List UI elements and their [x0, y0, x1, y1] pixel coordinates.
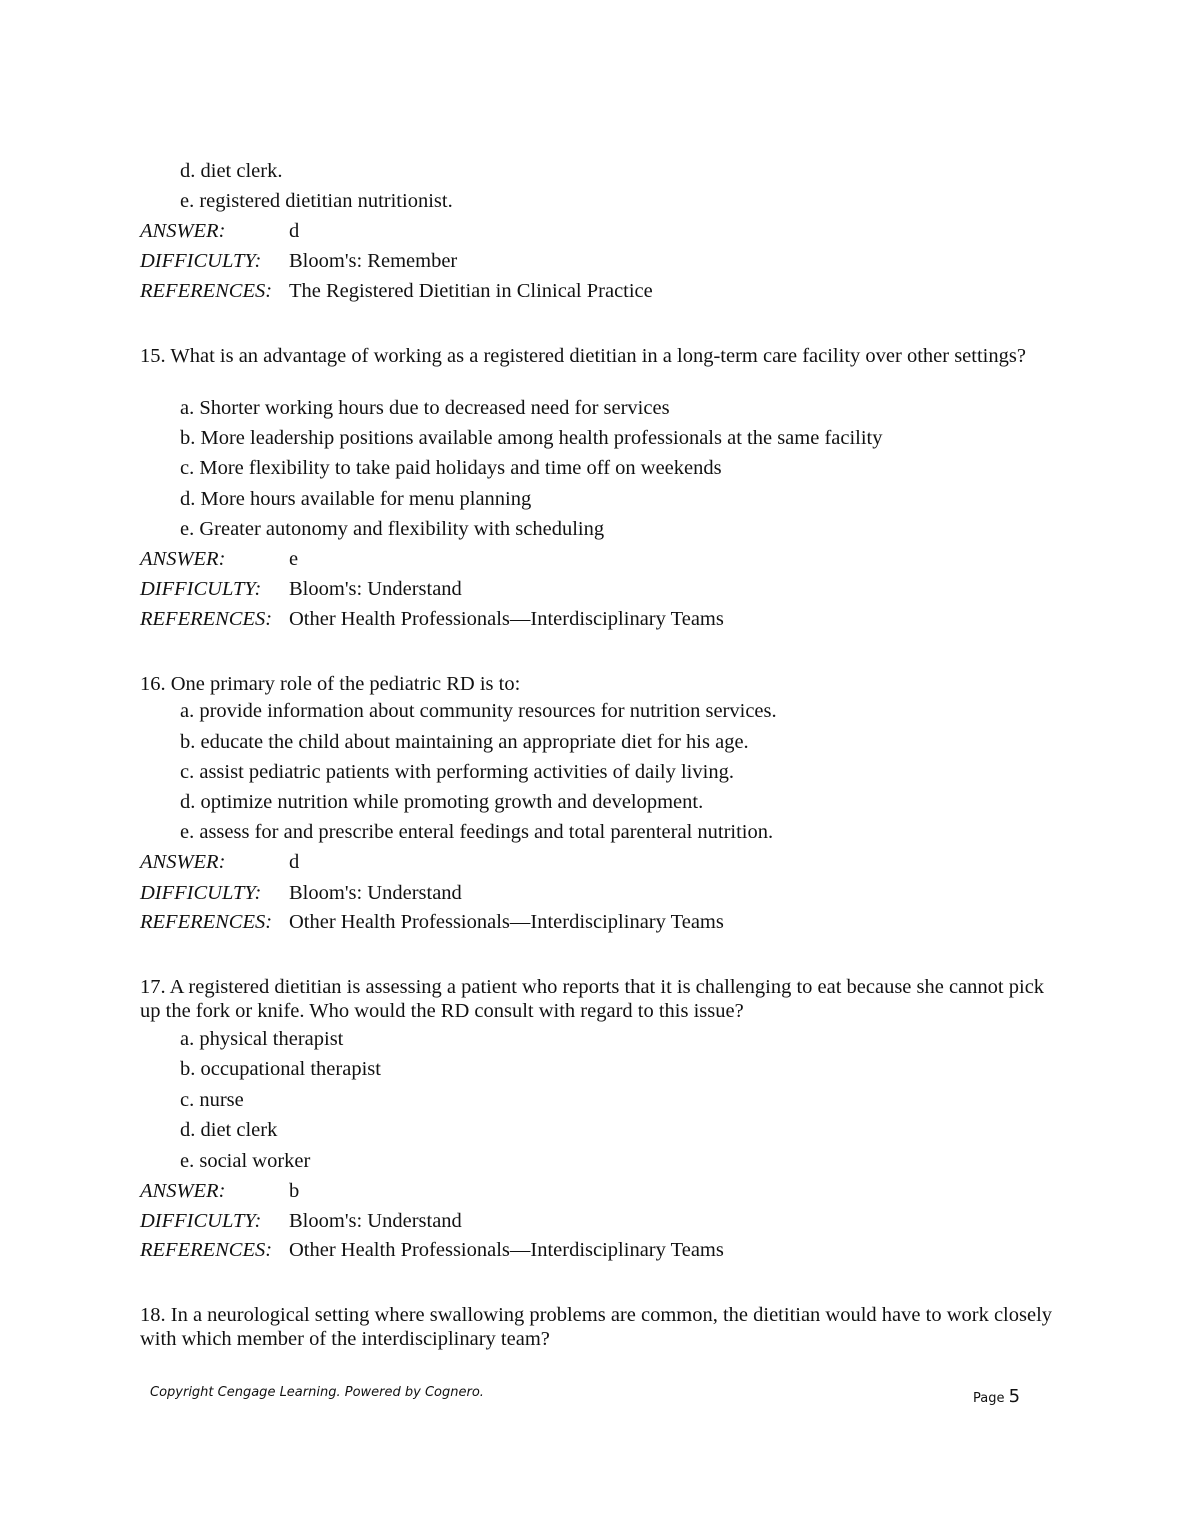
option-d: d. diet clerk.	[180, 160, 283, 182]
q17-option-e: e. social worker	[180, 1150, 311, 1172]
q16-option-d: d. optimize nutrition while promoting growth and development.	[180, 791, 704, 813]
q17-option-a: a. physical therapist	[180, 1028, 344, 1050]
q15-option-b: b. More leadership positions available among health professionals at the same facility	[180, 427, 883, 449]
answer-value: d	[289, 220, 300, 242]
q17-answer-label: ANSWER:	[140, 1180, 226, 1202]
q16-option-c: c. assist pediatric patients with performing activities of daily living.	[180, 761, 734, 783]
q16-option-b: b. educate the child about maintaining an appropriate diet for his age.	[180, 731, 749, 753]
question-18-text: 18. In a neurological setting where swallowing problems are common, the dietitian would have to work closely with which member of the interdisciplinary team?	[140, 1304, 1053, 1350]
q15-difficulty-label: DIFFICULTY:	[140, 578, 262, 600]
difficulty-label: DIFFICULTY:	[140, 250, 262, 272]
references-value: The Registered Dietitian in Clinical Practice	[289, 280, 653, 302]
q15-option-a: a. Shorter working hours due to decreased need for services	[180, 397, 670, 419]
q17-references-value: Other Health Professionals—Interdisciplinary Teams	[289, 1239, 724, 1261]
q16-answer-label: ANSWER:	[140, 851, 226, 873]
q17-option-c: c. nurse	[180, 1089, 244, 1111]
q17-option-b: b. occupational therapist	[180, 1058, 381, 1080]
option-e: e. registered dietitian nutritionist.	[180, 190, 453, 212]
question-16-text: 16. One primary role of the pediatric RD is to:	[140, 673, 521, 695]
q16-answer-value: d	[289, 851, 300, 873]
page-label: Page	[973, 1391, 1005, 1406]
answer-label: ANSWER:	[140, 220, 226, 242]
q17-difficulty-label: DIFFICULTY:	[140, 1210, 262, 1232]
q15-option-e: e. Greater autonomy and flexibility with scheduling	[180, 518, 605, 540]
references-label: REFERENCES:	[140, 280, 273, 302]
q16-option-a: a. provide information about community resources for nutrition services.	[180, 700, 777, 722]
q15-answer-label: ANSWER:	[140, 548, 226, 570]
difficulty-value: Bloom's: Remember	[289, 250, 458, 272]
question-17-text: 17. A registered dietitian is assessing a patient who reports that it is challenging to eat because she cannot pick up the fork or knife. Who would the RD consult with regard to this issue?	[140, 976, 1045, 1022]
q15-option-c: c. More flexibility to take paid holidays and time off on weekends	[180, 457, 722, 479]
q15-option-d: d. More hours available for menu planning	[180, 488, 532, 510]
question-15-text: 15. What is an advantage of working as a registered dietitian in a long-term care facility over other settings?	[140, 345, 1026, 367]
q15-answer-value: e	[289, 548, 299, 570]
q17-difficulty-value: Bloom's: Understand	[289, 1210, 462, 1232]
q16-references-label: REFERENCES:	[140, 911, 273, 933]
q15-references-value: Other Health Professionals—Interdisciplinary Teams	[289, 608, 724, 630]
page-number	[973, 1386, 1020, 1410]
q17-references-label: REFERENCES:	[140, 1239, 273, 1261]
q16-option-e: e. assess for and prescribe enteral feedings and total parenteral nutrition.	[180, 821, 774, 843]
q16-references-value: Other Health Professionals—Interdisciplinary Teams	[289, 911, 724, 933]
q15-difficulty-value: Bloom's: Understand	[289, 578, 462, 600]
q16-difficulty-label: DIFFICULTY:	[140, 882, 262, 904]
q16-difficulty-value: Bloom's: Understand	[289, 882, 462, 904]
q17-answer-value: b	[289, 1180, 300, 1202]
copyright-footer: Copyright Cengage Learning. Powered by Cognero.	[150, 1385, 484, 1400]
page-number-value: 5	[1008, 1386, 1021, 1407]
q15-references-label: REFERENCES:	[140, 608, 273, 630]
q17-option-d: d. diet clerk	[180, 1119, 278, 1141]
